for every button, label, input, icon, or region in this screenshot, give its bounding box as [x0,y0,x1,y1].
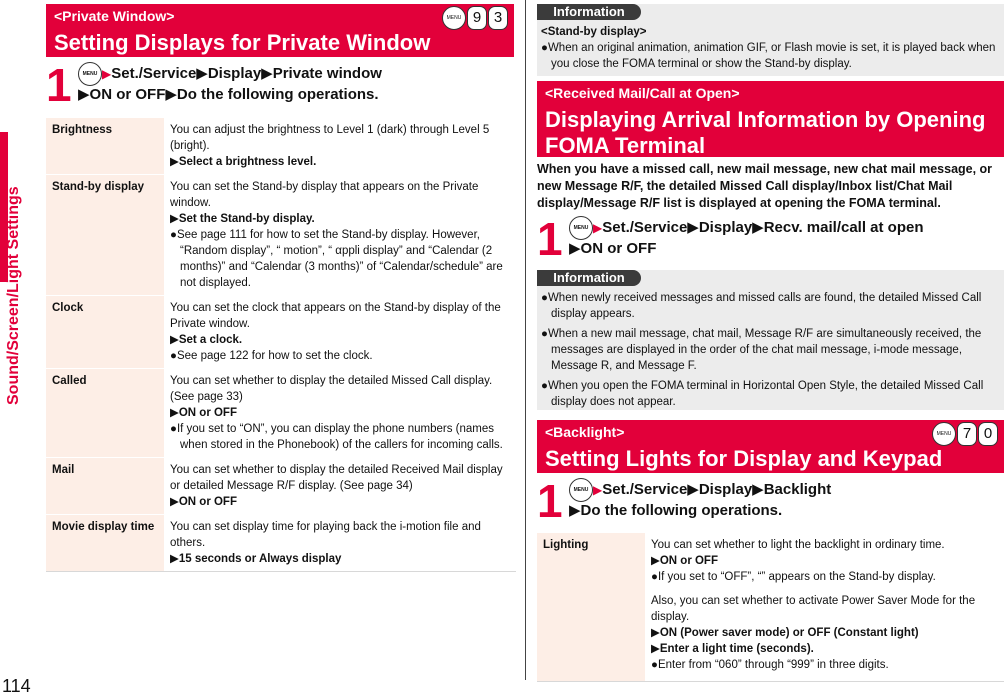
description-line: ●See page 122 for how to set the clock. [170,350,373,362]
info-label: Information [537,270,641,286]
option-key: Stand-by display [46,175,164,296]
table-row [46,296,516,369]
description-line: You can set whether to light the backlight in ordinary time. [651,539,945,551]
description-line: ▶Enter a light time (seconds). [651,643,814,655]
option-description [164,458,516,515]
step-line-2: ▶ON or OFF [569,240,657,257]
description-line: ▶Select a brightness level. [170,156,317,168]
step-1-backlight: 1 MENU ▶Set./Service▶Display▶Backlight ▶Do the following operations. [537,475,832,527]
info-bullet: ●When a new mail message, chat mail, Message R/F are simultaneously received, the messages are displayed in the order of the chat mail message, i-mode message, Message R, and Message F. [541,328,982,372]
option-key: Movie display time [46,515,164,572]
menu-key-icon: MENU [569,478,593,502]
table-row [46,175,516,296]
backlight-banner [537,420,1004,473]
key-9-icon: 9 [467,6,487,30]
table-row [46,369,516,458]
section-label: Sound/Screen/Light Settings [5,186,22,405]
step-number: 1 [537,475,563,527]
option-key: Clock [46,296,164,369]
option-key: Mail [46,458,164,515]
step-number: 1 [537,213,563,265]
menu-key-icon: MENU [442,6,466,30]
info-bullet: ●When an original animation, animation GIF, or Flash movie is set, it is played back when you close the FOMA terminal or show the Stand-by display. [541,42,996,70]
option-description [164,369,516,458]
option-description [164,515,516,572]
option-description [645,533,1004,682]
banner-tag: <Backlight> [545,424,625,440]
step-line-1: Set./Service▶Display▶Private window [111,64,382,82]
step-line-1: Set./Service▶Display▶Recv. mail/call at open [602,218,924,236]
description-line: ▶ON (Power saver mode) or OFF (Constant light) [651,627,919,639]
private-window-options-table [46,117,516,572]
banner-title: Setting Displays for Private Window [54,30,431,55]
description-line: ●Enter from “060” through “999” in three digits. [651,659,889,671]
received-mail-banner [537,81,1004,157]
description-line: You can set whether to display the detailed Missed Call display. (See page 33) [170,375,493,403]
description-line: You can adjust the brightness to Level 1 (dark) through Level 5 (bright). [170,124,490,152]
step-number: 1 [46,59,72,111]
shortcut-keys [932,422,998,446]
step-line-2: ▶Do the following operations. [569,502,783,519]
menu-key-icon: MENU [78,62,102,86]
option-description [164,175,516,296]
option-description [164,118,516,175]
description-line: ▶ON or OFF [651,555,718,567]
shortcut-keys [442,6,508,30]
backlight-options-table [537,532,1004,682]
step-line-2: ▶ON or OFF▶Do the following operations. [78,86,379,103]
key-0-icon: 0 [978,422,998,446]
menu-key-icon: MENU [569,216,593,240]
banner-title: Displaying Arrival Information by Opening FOMA Terminal [545,107,986,158]
table-row [46,515,516,572]
menu-key-icon: MENU [932,422,956,446]
description-line: ●If you set to “ON”, you can display the phone numbers (names when stored in the Phonebook) of the callers for incoming calls. [170,423,503,451]
step-line-1: Set./Service▶Display▶Backlight [602,480,832,498]
intro-paragraph: When you have a missed call, new mail message, new chat mail message, or new Message R/F, the detailed Missed Call display/Inbox list/Chat Mail display/Message R/F list is displayed at opening the FOMA terminal. [537,162,993,210]
info-bullet: ●When newly received messages and missed calls are found, the detailed Missed Call display appears. [541,292,982,320]
option-key: Brightness [46,118,164,175]
info-box-arrival [537,270,1004,410]
description-line: Also, you can set whether to activate Power Saver Mode for the display. [651,595,976,623]
option-key: Called [46,369,164,458]
banner-tag: <Received Mail/Call at Open> [545,85,740,101]
description-line: You can set the Stand-by display that appears on the Private window. [170,181,479,209]
private-window-banner [46,4,514,57]
option-description [164,296,516,369]
description-line: You can set display time for playing back the i-motion file and others. [170,521,481,549]
table-row [537,533,1004,682]
banner-title: Setting Lights for Display and Keypad [545,446,943,471]
section-sidebar [0,0,28,697]
key-7-icon: 7 [957,422,977,446]
info-box-standby [537,4,1004,76]
description-line: ▶ON or OFF [170,496,237,508]
description-line: You can set whether to display the detailed Received Mail display or detailed Message R/F display. (See page 34) [170,464,503,492]
key-3-icon: 3 [488,6,508,30]
description-line: ●If you set to “OFF”, “” appears on the Stand-by display. [651,571,936,583]
description-line: ●See page 111 for how to set the Stand-by display. However, “Random display”, “ motion”, “ αppli display” and “Calendar (2 months)” and “Calendar (3 months)” of “Calendar/schedule” are not displayed. [170,229,503,289]
description-line: ▶Set the Stand-by display. [170,213,315,225]
table-row [46,118,516,175]
info-bullet: ●When you open the FOMA terminal in Horizontal Open Style, the detailed Missed Call display does not appear. [541,380,984,408]
step-1-private: 1 MENU ▶Set./Service▶Display▶Private window ▶ON or OFF▶Do the following operations. [46,59,382,111]
page-number: 114 [2,676,31,696]
info-heading: <Stand-by display> [541,26,647,38]
description-line: ▶15 seconds or Always display [170,553,342,565]
step-1-received: 1 MENU ▶Set./Service▶Display▶Recv. mail/call at open ▶ON or OFF [537,213,924,265]
banner-tag: <Private Window> [54,8,175,24]
description-line: ▶Set a clock. [170,334,243,346]
info-label: Information [537,4,641,20]
table-row [46,458,516,515]
description-line: ▶ON or OFF [170,407,237,419]
column-divider [525,0,526,680]
description-line: You can set the clock that appears on the Stand-by display of the Private window. [170,302,501,330]
option-key: Lighting [537,533,645,682]
